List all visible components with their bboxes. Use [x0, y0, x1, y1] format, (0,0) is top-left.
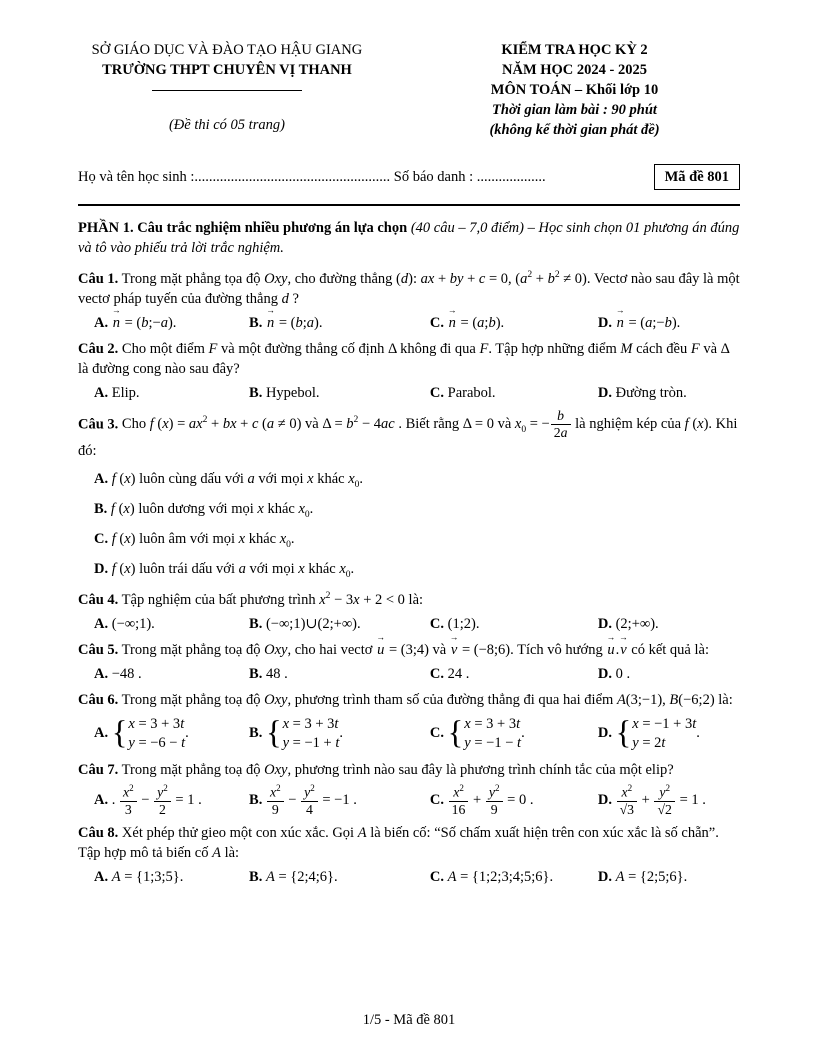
option-A — [94, 614, 249, 634]
option-body: −48 . — [111, 665, 142, 682]
school-year: NĂM HỌC 2024 - 2025 — [502, 62, 647, 78]
option-C — [430, 313, 598, 333]
option-label: B. — [249, 615, 263, 632]
duration-line: Thời gian làm bài : 90 phút — [492, 102, 657, 118]
option-label: B. — [249, 384, 263, 401]
option-B — [249, 383, 430, 403]
option-body: A = {2;4;6}. — [265, 869, 338, 886]
option-body: 24 . — [447, 665, 470, 682]
question-body: Trong mặt phẳng toạ độ Oxy, phương trình tham số của đường thẳng đi qua hai điểm A(3;−1), B(−6;2) là: — [121, 691, 733, 708]
option-A — [94, 784, 249, 818]
option-C — [430, 867, 598, 887]
duration-note: (không kể thời gian phát đề) — [489, 122, 660, 138]
question-label: Câu 7. — [78, 761, 119, 778]
option-body: (−∞;1)∪(2;+∞). — [265, 615, 361, 632]
option-D — [598, 784, 740, 818]
exam-pages-note: (Đề thi có 05 trang) — [168, 117, 285, 133]
options — [78, 469, 740, 581]
option-D — [598, 614, 740, 634]
option-D — [598, 664, 740, 684]
school-name: TRƯỜNG THPT CHUYÊN VỊ THANH — [102, 62, 352, 78]
question-text — [78, 690, 740, 710]
option-C — [430, 383, 598, 403]
question-label: Câu 3. — [78, 416, 119, 433]
option-body: Parabol. — [447, 384, 496, 401]
option-C — [78, 529, 740, 551]
option-label: D. — [94, 561, 109, 577]
question-label: Câu 6. — [78, 691, 119, 708]
option-label: B. — [249, 314, 263, 331]
question-text — [78, 823, 740, 863]
option-label: B. — [94, 500, 108, 517]
option-label: D. — [597, 725, 612, 742]
option-label: B. — [249, 791, 263, 808]
question-label: Câu 2. — [78, 340, 119, 357]
question-6 — [78, 690, 740, 754]
option-body: Đường tròn. — [615, 384, 687, 401]
footer-page-number: 1/5 - Mã đề 801 — [362, 1012, 456, 1028]
option-body: A = {2;5;6}. — [615, 869, 688, 886]
question-body: Tập nghiệm của bất phương trình $x^2 - 3x + 2 < 0$ là: — [121, 590, 424, 608]
option-label: A. — [94, 314, 109, 331]
option-B — [249, 714, 430, 754]
options — [78, 664, 740, 684]
option-label: A. — [94, 791, 109, 808]
option-label: C. — [429, 615, 445, 632]
question-body: Trong mặt phẳng toạ độ Oxy, cho hai vectơ → u = (3;4) và → v = (−8;6). Tích vô hướng → u.→ v có kết quả là: — [122, 642, 709, 658]
option-body: (1;2). — [447, 615, 480, 632]
question-label: Câu 5. — [78, 641, 119, 658]
option-C — [430, 784, 598, 818]
option-label: A. — [94, 615, 109, 632]
option-label: A. — [94, 725, 109, 742]
option-label: B. — [249, 665, 263, 682]
option-label: D. — [597, 791, 612, 808]
option-A — [94, 383, 249, 403]
option-body: { x = 3 + 3t y = −1 + t . — [265, 714, 343, 751]
option-body: f (x) luôn dương với mọi x khác $x_0$. — [110, 500, 314, 520]
department-name: SỞ GIÁO DỤC VÀ ĐÀO TẠO HẬU GIANG — [91, 42, 363, 58]
option-body: → n = (b;a). — [266, 315, 323, 331]
option-C — [430, 614, 598, 634]
options — [78, 867, 740, 887]
question-4 — [78, 589, 740, 634]
option-label: A. — [94, 665, 109, 682]
option-C — [430, 664, 598, 684]
option-body: $\frac{x^2}{√3}$ + $\frac{y^2}{√2}$ = 1 . — [616, 792, 706, 808]
option-body: { x = 3 + 3t y = −1 − t . — [447, 714, 525, 751]
option-A — [94, 313, 249, 333]
question-text — [78, 268, 740, 309]
option-body: f (x) luôn trái dấu với a với mọi x khác $x_0$. — [111, 561, 355, 580]
option-body: f (x) luôn âm với mọi x khác $x_0$. — [111, 530, 295, 550]
option-A — [94, 867, 249, 887]
question-body: Trong mặt phẳng toạ độ Oxy, phương trình nào sau đây là phương trình chính tắc của một elip? — [121, 761, 674, 778]
questions — [78, 262, 740, 891]
question-7 — [78, 760, 740, 818]
header-right — [409, 40, 740, 140]
options — [78, 784, 740, 818]
exam-title: KIỂM TRA HỌC KỲ 2 — [501, 42, 648, 58]
option-A — [94, 714, 249, 754]
student-name-line — [78, 167, 644, 187]
header-left — [78, 40, 376, 135]
options — [78, 313, 740, 333]
question-body: Cho một điểm F và một đường thẳng cố định Δ không đi qua F. Tập hợp những điểm M cách đều F và Δ là đường cong nào sau đây? — [78, 340, 730, 377]
question-1 — [78, 268, 740, 333]
option-label: D. — [597, 615, 612, 632]
option-body: Hypebol. — [265, 384, 320, 401]
question-8 — [78, 823, 740, 887]
option-body: Elip. — [111, 384, 140, 401]
option-B — [249, 614, 430, 634]
option-body: $\frac{x^2}{16}$ + $\frac{y^2}{9}$ = 0 . — [448, 792, 534, 808]
option-label: D. — [597, 665, 612, 682]
option-label: C. — [429, 314, 445, 331]
option-body: f (x) luôn cùng dấu với a với mọi x khác $x_0$. — [111, 470, 364, 490]
question-label: Câu 8. — [78, 825, 119, 842]
subject-line: MÔN TOÁN – Khối lớp 10 — [490, 82, 659, 98]
option-D — [598, 383, 740, 403]
question-label: Câu 4. — [78, 591, 119, 608]
sbd-label: Số báo danh : ................... — [393, 169, 546, 185]
option-label: A. — [94, 384, 109, 401]
question-text — [78, 589, 740, 610]
option-body: . $\frac{x^2}{3}$ − $\frac{y^2}{2}$ = 1 . — [111, 782, 202, 817]
option-body: → n = (a;−b). — [616, 315, 681, 331]
exam-code-box: Mã đề 801 — [654, 164, 740, 190]
options — [78, 614, 740, 634]
option-D — [598, 867, 740, 887]
options — [78, 714, 740, 754]
option-D — [598, 714, 740, 754]
option-body: A = {1;3;5}. — [111, 869, 184, 886]
header — [78, 40, 740, 140]
option-body: $\frac{x^2}{9}$ − $\frac{y^2}{4}$ = −1 . — [266, 792, 357, 808]
option-body: A = {1;2;3;4;5;6}. — [447, 869, 554, 886]
option-D — [78, 559, 740, 581]
divider-rule — [78, 204, 740, 206]
question-5 — [78, 640, 740, 684]
option-A — [94, 664, 249, 684]
option-label: D. — [597, 384, 612, 401]
option-body: 48 . — [265, 665, 288, 682]
option-label: A. — [94, 470, 109, 487]
options — [78, 383, 740, 403]
option-body: → n = (a;b). — [448, 315, 505, 331]
student-row — [78, 164, 740, 190]
question-text — [78, 640, 740, 660]
question-text — [78, 409, 740, 461]
option-A — [78, 469, 740, 491]
question-3 — [78, 409, 740, 581]
option-label: C. — [429, 665, 445, 682]
option-B — [249, 313, 430, 333]
question-2 — [78, 339, 740, 403]
option-label: C. — [429, 869, 445, 886]
option-body: { x = −1 + 3t y = 2t . — [615, 714, 700, 751]
option-label: C. — [94, 530, 109, 547]
option-label: D. — [597, 314, 612, 331]
question-body: Cho f $(x) = ax^2$ + bx + c (a ≠ 0) và $\Delta = b^2 - 4ac$ . Biết rằng Δ = 0 và $x_0$ = − $\frac{b}{2a}$ là nghiệm kép của f (x). Khi đó: — [78, 407, 738, 459]
option-B — [249, 867, 430, 887]
header-underline — [152, 90, 302, 91]
option-label: D. — [597, 869, 612, 886]
option-label: B. — [249, 725, 263, 742]
option-label: A. — [94, 869, 109, 886]
option-body: (2;+∞). — [615, 615, 659, 632]
question-body: Trong mặt phẳng tọa độ Oxy, cho đường thẳng (d): ax + by + c = 0, $(a^2 + b^2 \ne 0)$. Vectơ nào sau đây là một vectơ pháp tuyến của đường thẳng d ? — [78, 269, 740, 307]
option-B — [78, 499, 740, 521]
option-label: C. — [429, 725, 445, 742]
option-C — [430, 714, 598, 754]
option-D — [598, 313, 740, 333]
part1-title: PHẦN 1. Câu trắc nghiệm nhiều phương án lựa chọn (40 câu – 7,0 điểm) – Học sinh chọn 01 phương án đúng và tô vào phiếu trả lời trắc nghiệm. — [78, 220, 740, 256]
option-body: 0 . — [615, 665, 631, 682]
option-B — [249, 664, 430, 684]
question-body: Xét phép thử gieo một con xúc xắc. Gọi A là biến cố: “Số chấm xuất hiện trên con xúc xắc là số chẵn”. Tập hợp mô tả biến cố A là: — [78, 825, 719, 862]
option-body: { x = 3 + 3t y = −6 − t . — [111, 714, 189, 751]
option-body: (−∞;1). — [111, 615, 155, 632]
question-label: Câu 1. — [78, 270, 119, 287]
question-text — [78, 760, 740, 780]
option-label: C. — [429, 791, 445, 808]
option-label: C. — [429, 384, 445, 401]
option-B — [249, 784, 430, 818]
option-label: B. — [249, 869, 263, 886]
question-text — [78, 339, 740, 379]
student-name-label: Họ và tên học sinh :...................................................... — [78, 169, 391, 185]
option-body: → n = (b;−a). — [112, 315, 177, 331]
